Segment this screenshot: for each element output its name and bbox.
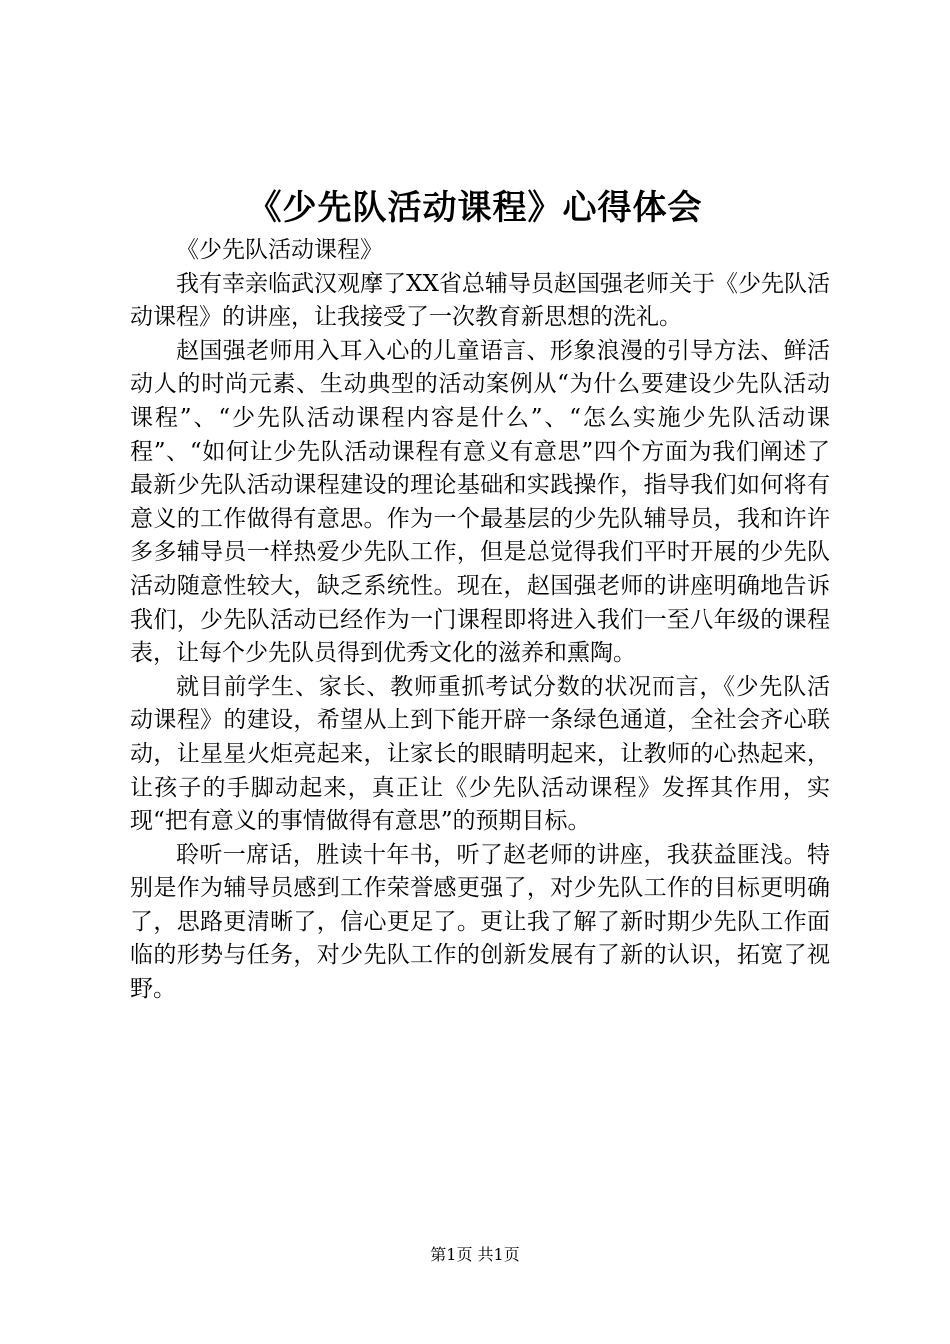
document-title: 《少先队活动课程》心得体会 [247, 188, 703, 228]
paragraph-2: 赵国强老师用入耳入心的儿童语言、形象浪漫的引导方法、鲜活动人的时尚元素、生动典型的活动案例从“为什么要建设少先队活动课程”、“少先队活动课程内容是什么”、“怎么实施少先队活动课程”、“如何让少先队活动课程有意义有意思”四个方面为我们阐述了最新少先队活动课程建设的理论基础和实践操作，指导我们如何将有意义的工作做得有意思。作为一个最基层的少先队辅导员，我和许许多多辅导员一样热爱少先队工作，但是总觉得我们平时开展的少先队活动随意性较大，缺乏系统性。现在，赵国强老师的讲座明确地告诉我们，少先队活动已经作为一门课程即将进入我们一至八年级的课程表，让每个少先队员得到优秀文化的滋养和熏陶。 [130, 337, 830, 667]
paragraph-1: 我有幸亲临武汉观摩了XX省总辅导员赵国强老师关于《少先队活动课程》的讲座，让我接受了一次教育新思想的洗礼。 [130, 270, 830, 331]
document-body [130, 234, 830, 1007]
paragraph-3: 就目前学生、家长、教师重抓考试分数的状况而言，《少先队活动课程》的建设，希望从上到下能开辟一条绿色通道，全社会齐心联动，让星星火炬亮起来，让家长的眼睛明起来，让教师的心热起来，让孩子的手脚动起来，真正让《少先队活动课程》发挥其作用，实现“把有意义的事情做得有意思”的预期目标。 [130, 673, 830, 835]
paragraph-subtitle: 《少先队活动课程》 [176, 237, 383, 263]
page-number-footer: 第1页 共1页 [430, 1245, 520, 1264]
paragraph-4: 聆听一席话，胜读十年书，听了赵老师的讲座，我获益匪浅。特别是作为辅导员感到工作荣誉感更强了，对少先队工作的目标更明确了，思路更清晰了，信心更足了。更让我了解了新时期少先队工作面临的形势与任务，对少先队工作的创新发展有了新的认识，拓宽了视野。 [130, 841, 830, 1003]
